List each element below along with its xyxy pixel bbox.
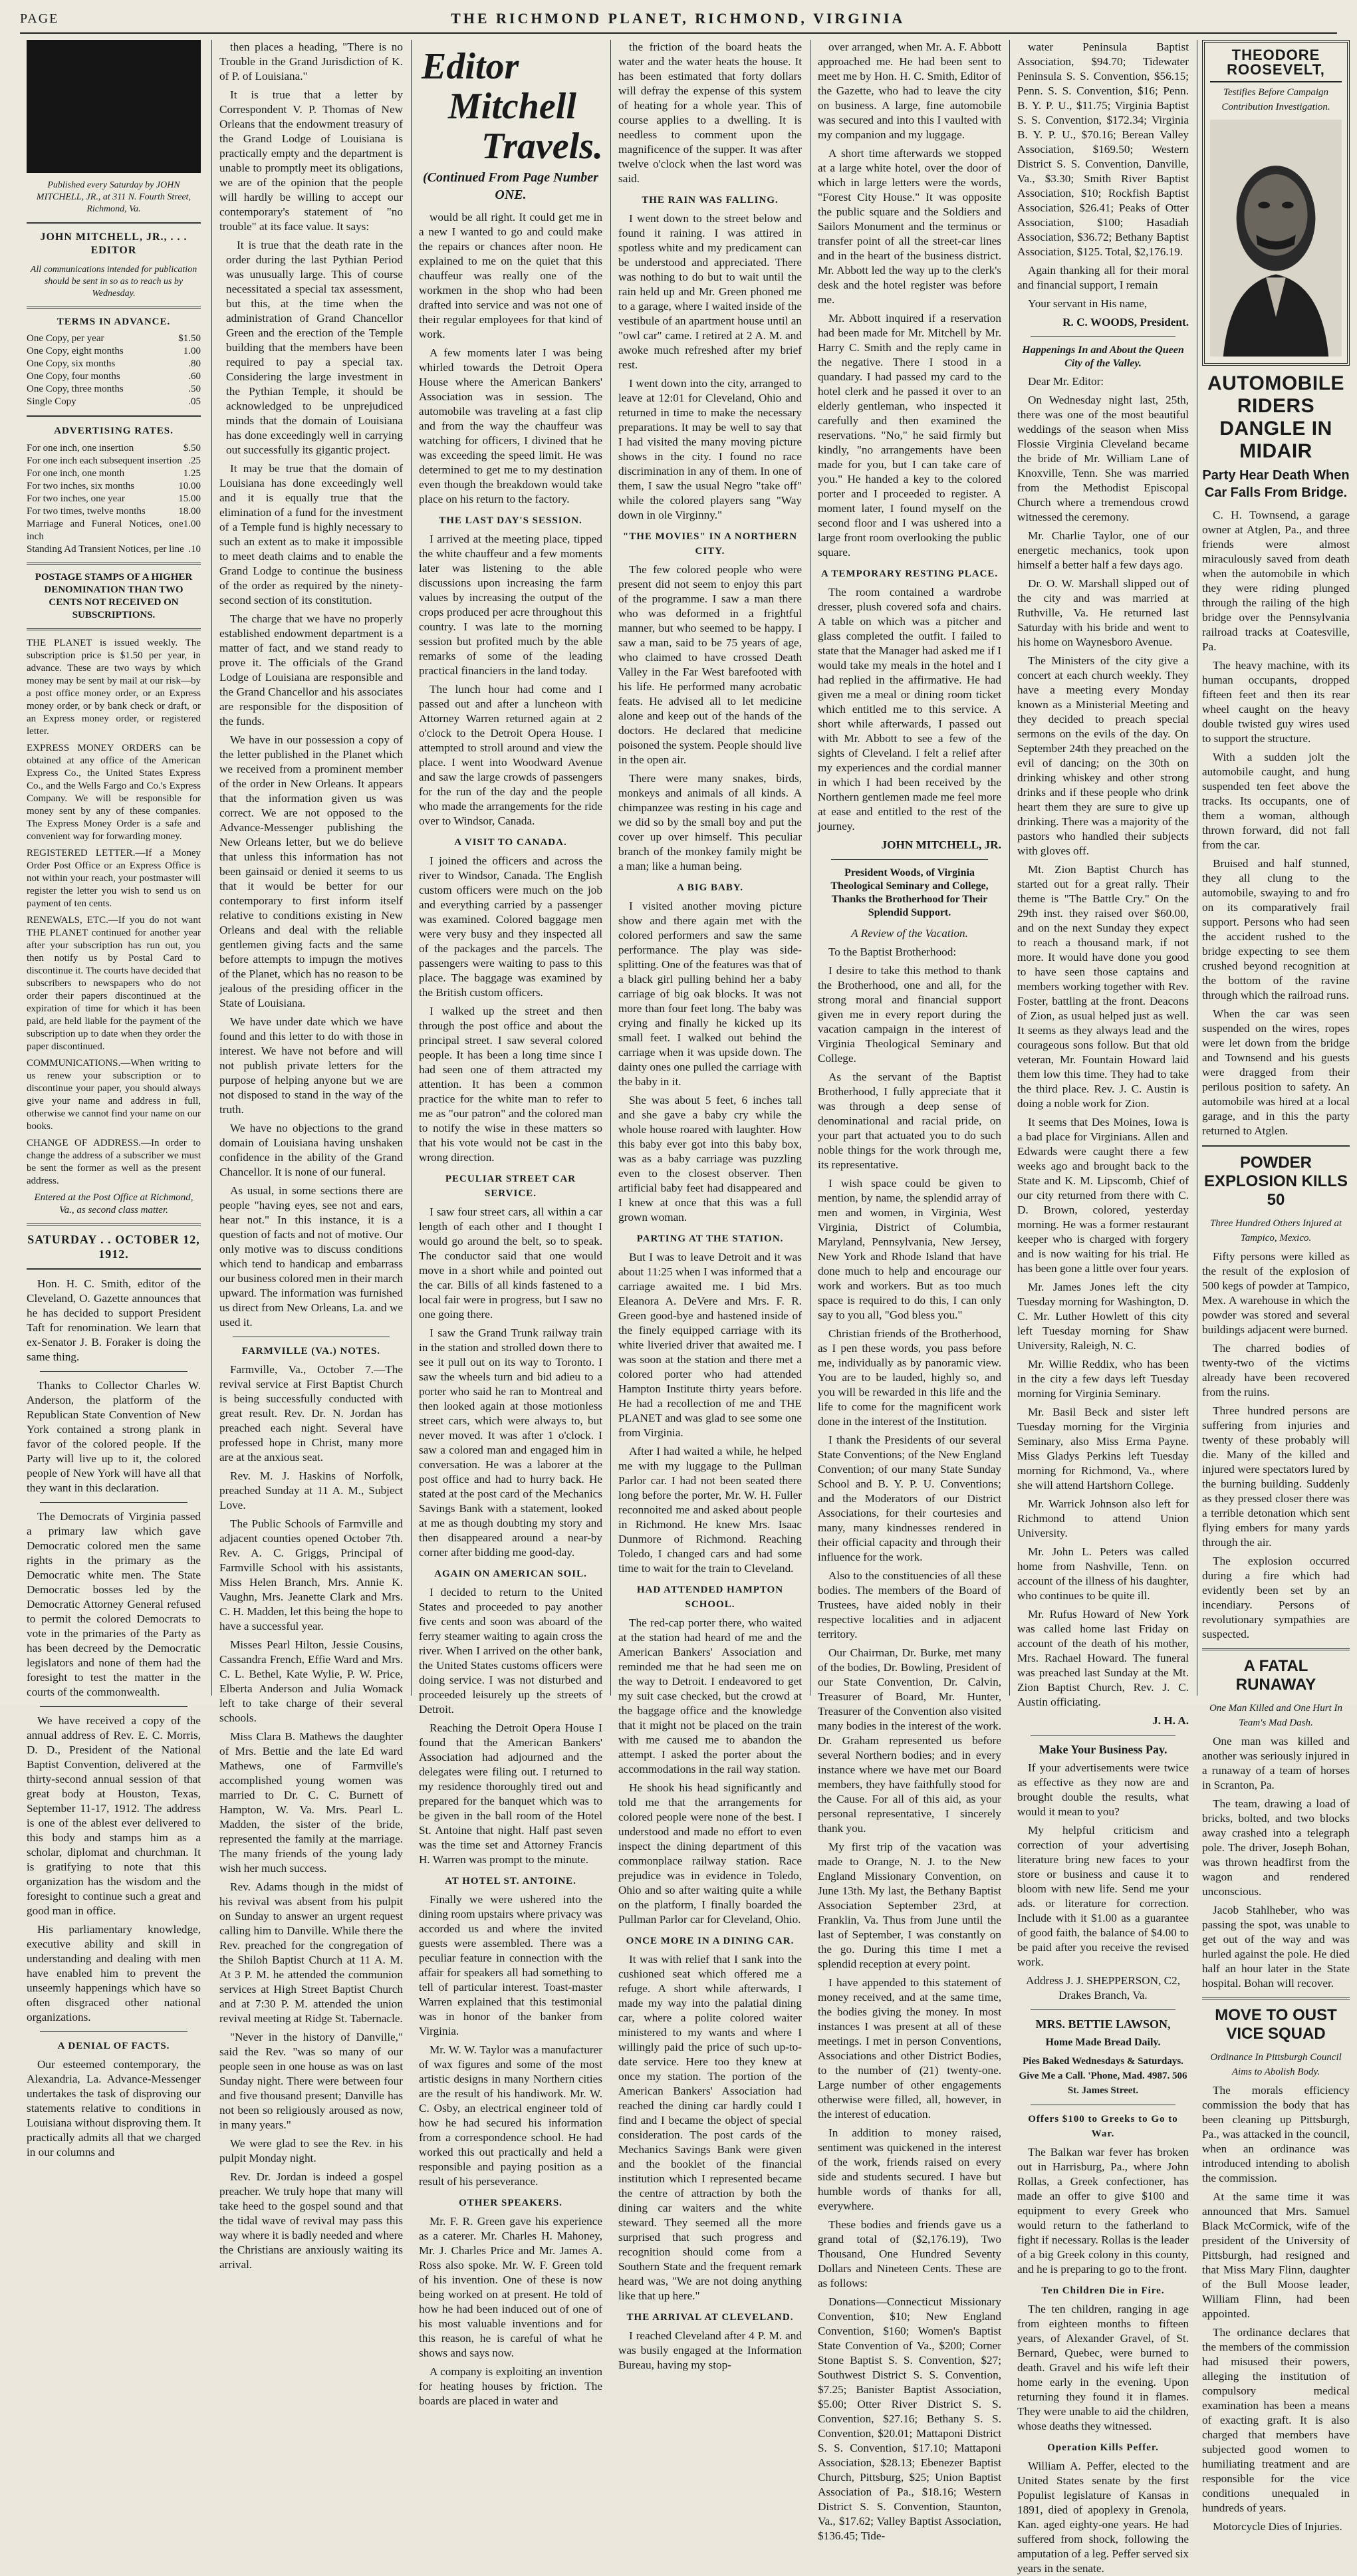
paragraph: I walked up the street and then through the post office and about the principal street. I saw several colored people. It has been a long time since I had seen one of them attracted my attention. It has been a common practice for the white man to refer to me as "our patron" and the colored man to notify the wise in these matters so that his vote would not be cast in the wrong direction. — [419, 1005, 602, 1164]
terms-heading: TERMS IN ADVANCE. — [57, 317, 171, 327]
paragraph: We have in our possession a copy of the letter published in the Planet which we received from a prominent member of the order in New Orleans. It appears that the information given us was correct. We are not opposed to the Advance-Messenger publishing the New Orleans letter, but we do believe that unless this information has not been gainsaid or denied it seems to us that it would be better for our contemporary to first inform itself relative to conditions existing in New Orleans and deal with the reliable gentlemen giving facts and the same before attempts to impugn the motives of the Planet, which has no reason to be jealous of the presiding officer in the State of Louisiana. — [219, 733, 403, 1009]
article-heading: FARMVILLE (VA.) NOTES. — [241, 1346, 381, 1356]
paragraph: I joined the officers and across the river to Windsor, Canada. The English custom officers were much on the job and everything carried by a passenger was examined. Colored baggage men were very busy and they inspected all of the packages and the parcels. The passengers were waiting to pass to this place. The baggage was examined by the British custom officers. — [419, 854, 602, 999]
headline-line: Editor — [422, 46, 519, 87]
rate-value: .60 — [188, 371, 201, 382]
paragraph: But I was to leave Detroit and it was about 11:25 when I was informed that a carriage awaited me. I bid Mrs. Eleanora A. DeVere and Mrs. F. R. Green good-bye and hastened inside of the finely equipped carriage with its white liveried driver that awaited me. I was soon at the station and there met a colored porter who had attended Hampton Institute thirty years before. He had a recollection of me and THE PLANET and was glad to see some one from Virginia. — [618, 1251, 802, 1439]
page-label: PAGE — [20, 11, 59, 26]
rate-label: For two times, twelve months — [27, 506, 146, 517]
paragraph: It may be true that the domain of Louisiana has done exceedingly well and it is equally true that the elimination of a fund for the investment of a Temple fund is highly necessary to such an extent as to make it impossible to meet death claims and to enable the Grand Lodge to continue the business of the order as required by the ninety-second section of its constitution. — [219, 462, 403, 606]
rate-value: $1.50 — [178, 333, 201, 344]
section-heading: THE RAIN WAS FALLING. — [642, 195, 779, 205]
paragraph: The room contained a wardrobe dresser, plush covered sofa and chairs. A table on which was a pitcher and glass completed the outfit. I failed to state that the Manager had asked me if I would take my meals in the hotel and I had replied in the affirmative. He had given me a meal or dining room ticket which entitled me to this service. A short while afterwards, I passed out with Mr. Abbott to see a few of the sights of Cleveland. I felt a relief after my experiences and the cordial manner in which I had been received by the Northern gentlemen made me feel more at ease and entitled to the rest of the journey. — [818, 586, 1001, 833]
rate-row — [27, 332, 201, 345]
subheadline: Party Hear Death When Car Falls From Bridge. — [1202, 468, 1350, 500]
paragraph: Reaching the Detroit Opera House I found that the American Bankers' Association had adjourned and the delegates were filing out. I returned to my residence thoroughly tired out and prepared for the banquet which was to be given in the ball room of the Hotel St. Antoine that night. Half past seven was the time set and Attorney Francis H. Warren was prompt to the minute. — [419, 1722, 602, 1866]
paragraph: Donations—Connecticut Missionary Convention, $10; New England Convention, $160; Women's Baptist State Convention of Va., $200; Corner Stone Baptist S. S. Convention, $27; Southwest District S. S. Convention, $7.25; Banister Baptist Association, $5.00; Otter River District S. S. Convention, $27.16; Bethany S. S. Convention, $20.01; Mattaponi District S. S. Convention, $17.10; Mattaponi Association, $28.13; Ebenezer Baptist Church, Pittsburg, $25; Union Baptist Association of Pa., $18.16; Western District S. S. Convention, Staunton, Va., $17.62; Valley Baptist Association, $136.45; Tide- — [818, 2295, 1001, 2542]
paragraph: The few colored people who were present did not seem to enjoy this part of the programme. I saw a man there who was deformed in a frightful manner, but who seemed to be happy. I saw a man, said to be 75 years of age, who claimed to have crossed Death Valley in the Far West barefooted with his life. He performed many acrobatic feats. He advised all to let medicine alone and keep out of the hands of the doctors. He declared that medicine poisoned the system. People should live in the open air. — [618, 563, 802, 766]
rate-label: One Copy, four months — [27, 371, 120, 382]
article-heading: President Woods, of Virginia Theological Seminary and College, Thanks the Brotherhood for Their Splendid Support. — [830, 867, 989, 918]
paragraph: Mr. Warrick Johnson also left for Richmond to attend Union University. — [1017, 1497, 1189, 1539]
paragraph: I went down to the street below and found it raining. I was attired in spotless white and my predicament can be understood and appreciated. There was nothing to do but to wait until the rain held up and Mr. Green phoned me to a garage, where I waited inside of the vestibule of an apartment house until an "owl car" came. I retired at 2 A. M. and awoke much refreshed after my brief rest. — [618, 212, 802, 371]
paragraph: There were many snakes, birds, monkeys and animals of all kinds. A chimpanzee was resting in his cage and we did so by the small boy and put the cover up over himself. This peculiar branch of the monkey family might be a man; like a human being. — [618, 772, 802, 872]
paragraph: It was with relief that I sank into the cushioned seat which offered me a refuge. A short while afterwards, I made my way into the palatial dining car, where a polite colored waiter ministered to my wants and where I willingly paid the price of such up-to-date service. Here too they knew at once my station. The portion of the American Bankers' Association had reached the dining car hardly could I find and I became the object of special consideration. The post cards of the Mechanics Savings Bank were given and the booklet of the financial institution which I represented became the centre of attraction by both the dining car waiters and the white steward. They seemed all the more surprised that such progress and recognition should come from a Southern State and the frequent remark heard was, "We are not doing anything like that up here." — [618, 1953, 802, 2302]
rate-label: For one inch, one month — [27, 468, 125, 479]
paragraph: We have under date which we have found and this letter to do with those in interest. We have not before and will not publish private letters for the purpose of helping anyone but we are not disposed to stand in the way of the truth. — [219, 1015, 403, 1116]
editor-line: JOHN MITCHELL, JR., . . . EDITOR — [40, 231, 187, 256]
paragraph: As the servant of the Baptist Brotherhood, I fully appreciate that it was through a deep sense of denominational and racial pride, on your part that actuated you to do such noble things for the work through me, its representative. — [818, 1071, 1001, 1171]
paragraph: William A. Peffer, elected to the United States senate by the first Populist legislature of Kansas in 1891, died of apoplexy in Grenola, Kan. aged eighty-one years. He had suffered from shock, following the amputation of a leg. Peffer served six years in the senate. — [1017, 2460, 1189, 2575]
paragraph: over arranged, when Mr. A. F. Abbott approached me. He had been sent to meet me by Hon. H. C. Smith, Editor of the Gazette, who had to leave the city on business. A large, fine automobile was secured and into this I vaulted with my companion and my luggage. — [818, 41, 1001, 141]
entered-notice: Entered at the Post Office at Richmond, Va., as second class matter. — [34, 1192, 193, 1216]
rate-row — [27, 493, 201, 505]
paragraph: Our esteemed contemporary, the Alexandria, La. Advance-Messenger undertakes the task of disproving our statements relative to conditions in Louisiana without disproving them. It practically admits all that we charged in our columns and — [27, 2058, 201, 2158]
article-heading: Happenings In and About the Queen City of the Valley. — [1022, 344, 1184, 369]
section-heading: A TEMPORARY RESTING PLACE. — [820, 569, 999, 579]
rate-row — [27, 358, 201, 370]
paragraph: Mr. F. R. Green gave his experience as a caterer. Mr. Charles H. Mahoney, Mr. J. Charles Price and Mr. James A. Ross also spoke. Mr. W. F. Green told of his invention. One of these is now being worked on at present. He told of how he had been induced out of one of his most valuable inventions and for this reason, he is careful of what he shows and says now. — [419, 2215, 602, 2359]
paragraph: Three hundred persons are suffering from injuries and twenty of these probably will die. Many of the killed and injured were spectators lured by the burning building. Suddenly as they pressed closer there was a terrible detonation which sent flying embers for many yards through the air. — [1202, 1404, 1350, 1549]
column-4 — [618, 40, 802, 2371]
terms-table — [27, 332, 201, 408]
published-line: Published every Saturday by JOHN MITCHELL, JR., at 311 N. Fourth Street, Richmond, Va. — [36, 180, 191, 214]
rate-value: .05 — [188, 396, 201, 407]
rate-label: Marriage and Funeral Notices, one inch — [27, 519, 184, 542]
masthead-image-blackout — [27, 40, 201, 173]
rate-value: .50 — [188, 384, 201, 394]
paragraph: Fifty persons were killed as the result of the explosion of 500 kegs of powder at Tampico, Mex. A warehouse in which the powder was stored and several buildings adjacent were burned. — [1202, 1250, 1350, 1336]
ad-address: Address J. J. SHEPPERSON, C2, Drakes Branch, Va. — [1025, 1974, 1181, 2001]
paragraph: I visited another moving picture show and there again met with the colored performers and saw the same performance. The play was side-splitting. One of the features was that of a black girl pulling behind her a baby carriage of big oak blocks. It was not more than four feet long. The baby was crying and finally he kicked up its small feet. I walked out behind the carriage when it was upside down. The dainty ones one pulled the carriage with the baby in it. — [618, 900, 802, 1088]
ad-heading: MRS. BETTIE LAWSON, — [1035, 2017, 1171, 2031]
article-heading: A DENIAL OF FACTS. — [57, 2041, 170, 2051]
paragraph: We were glad to see the Rev. in his pulpit Monday night. — [219, 2137, 403, 2164]
rate-label: For one inch, one insertion — [27, 443, 134, 453]
paragraph: Mt. Zion Baptist Church has started out for a great rally. Their theme is "The Battle Cry." On the 29th inst. they raised over $60.00, and on the next Sunday they expect to reach a thousand mark, if not more. It would have done you good to have seen those captains and members working together with Rev. Foster, battling at the front. Deacons of Zion, as usual helped just as well. It seems as they always lead and the courageous sons follow. But that old veteran, Mr. Fountain Howard laid them low this time. They had to take the third place. Rev. J. C. Austin is doing a noble work for Zion. — [1017, 863, 1189, 1110]
paragraph: Mr. Charlie Taylor, one of our energetic mechanics, took upon himself a better half a few days ago. — [1017, 529, 1189, 571]
rate-value: 1.00 — [183, 346, 201, 356]
paragraph: Finally we were ushered into the dining room upstairs where privacy was accorded us and where the invited guests were assembled. There was a peculiar feature in connection with the affair for speakers all had something to tell of particular interest. Toast-master Warren explained that this testimonial was in honor of the banker from Virginia. — [419, 1893, 602, 2037]
paragraph: She was about 5 feet, 6 inches tall and she gave a baby cry while the whole house roared with laughter. How this baby ever got into this baby box, was as a baby carriage was puzzling even to the closest observer. Then artificial baby feet had disappeared and I knew at once that this was a full grown woman. — [618, 1094, 802, 1224]
paragraph: It is true that the death rate in the order during the last Pythian Period was unusually large. This of course necessitated a special tax assessment, but this, at the time when the administration of Grand Chancellor Green and the erection of the Temple building that the members have been required to pay a special tax. Considering the large investment in the Pythian Temple, it should be acknowledged to be unprejudiced minds that the domain of Louisiana has done exceedingly well in carrying out successfully its gigantic project. — [226, 239, 403, 456]
rate-row — [27, 383, 201, 396]
paragraph: The Public Schools of Farmville and adjacent counties opened October 7th. Rev. A. C. Griggs, Principal of Farmville School with his assistants, Miss Helen Branch, Mrs. Annie K. Vaughn, Mrs. Jeanette Clark and Mrs. C. H. Madden, let this being the hope to have a successful year. — [219, 1517, 403, 1632]
rate-value: .25 — [188, 455, 201, 466]
paragraph: water Peninsula Baptist Association, $94.70; Tidewater Peninsula S. S. Convention, $56.15; Penn. S. S. Convention, $16; Penn. B. Y. P. U., $11.75; Virginia Baptist S. S. Convention, $172.34; Virginia B. Y. P. U., $70.16; Berean Valley Association, $169.50; Western District S. S. Convention, Danville, Va., $3.30; Smith River Baptist Association, $10; Rockfish Baptist Association, $26.41; Peaks of Otter Association, $100; Hasadiah Association, $36.72; Bethany Baptist Association, $125. Total, $2,176.19. — [1017, 41, 1189, 258]
paragraph: The red-cap porter there, who waited at the station had heard of me and the American Bankers' Association and reminded me that he had seen me on the way to Detroit. I endeavored to get my suit case checked, but the crowd at the baggage office and the knowledge that it might not be placed on the train with me caused me to abandon the attempt. I asked the porter about the accommodations in the rail way station. — [618, 1616, 802, 1775]
paragraph: I saw four street cars, all within a car length of each other and I thought I would go around the belt, so to speak. The conductor said that one would move in a short while and pointed out the car. Bills of all kinds fastened to a local fair were in progress, but I saw no one going there. — [419, 1206, 602, 1321]
section-heading: "THE MOVIES" IN A NORTHERN CITY. — [622, 531, 798, 557]
paragraph: Mr. Basil Beck and sister left Tuesday morning for the Virginia Seminary, also Miss Erma Payne. Miss Gladys Perkins left Tuesday morning for Richmond, Va., where she will attend Hartshorn College. — [1017, 1406, 1189, 1491]
headline-line: Travels. — [481, 126, 603, 167]
paragraph: I reached Cleveland after 4 P. M. and was busily engaged at the Information Bureau, having my stop- — [618, 2329, 802, 2371]
paragraph: With a sudden jolt the automobile caught, and hung suspended ten feet above the tracks. Its occupants, one of them a woman, although thrown forward, did not fall from the car. — [1202, 751, 1350, 851]
column-rule — [411, 40, 412, 1696]
postage-notice: POSTAGE STAMPS OF A HIGHER DENOMINATION THAN TWO CENTS NOT RECEIVED ON SUBSCRIPTIONS. — [35, 572, 193, 620]
paragraph: I thank the Presidents of our several State Conventions; of the New England Convention; of our many State Sunday School and B. Y. P. U. Conventions; and the Moderators of our District Associations, for their courtesies and many, many kindnesses rendered in their official capacity and through their influence for the work. — [818, 1434, 1001, 1563]
column-rule — [610, 40, 611, 1696]
rate-row — [27, 345, 201, 358]
rate-row — [27, 442, 201, 455]
section-heading: HAD ATTENDED HAMPTON SCHOOL. — [636, 1585, 784, 1610]
column-7 — [1202, 40, 1350, 2533]
article-heading: Operation Kills Peffer. — [1047, 2442, 1159, 2453]
paragraph: Dr. O. W. Marshall slipped out of the city and was married at Ruthville, Va. He returned last Saturday with his bride and went to his home on Waynesboro Avenue. — [1017, 577, 1189, 648]
paragraph: I went down into the city, arranged to leave at 12:01 for Cleveland, Ohio and returned in time to make the necessary preparations. It may be well to say that I had visited the many moving picture shows in the city. I found no race discrimination in any of them. In one of them, I saw the usual Negro "take off" while the colored players sang "Way down in ole Virginny." — [618, 377, 802, 521]
article-subheading: A Review of the Vacation. — [851, 927, 968, 940]
section-heading: AGAIN ON AMERICAN SOIL. — [434, 1569, 587, 1579]
paragraph: Our Chairman, Dr. Burke, met many of the bodies, Dr. Bowling, President of our State Convention, Dr. Calvin, Treasurer of Board, Mr. Hunter, Treasurer of the Convention also visited many bodies in the interest of the work. Dr. Graham represented us before several Northern bodies; and in every instance where we have met our Board members, they have faithfully stood for the Cause. For all of this aid, as your personal representative, I sincerely thank you. — [818, 1646, 1001, 1835]
paragraph: Hon. H. C. Smith, editor of the Cleveland, O. Gazette announces that he has decided to support President Taft for renomination. We learn that ex-Senator J. B. Foraker is doing the same thing. — [27, 1277, 201, 1363]
headline: POWDER EXPLOSION KILLS 50 — [1203, 1154, 1348, 1209]
headline: AUTOMOBILE RIDERS DANGLE IN MIDAIR — [1207, 372, 1345, 462]
column-6 — [1017, 40, 1189, 2575]
portrait-engraving-icon — [1210, 118, 1342, 358]
paragraph: Your servant in His name, — [1028, 297, 1148, 310]
headline: MOVE TO OUST VICE SQUAD — [1215, 2006, 1337, 2043]
paragraph: Rev. Dr. Jordan is indeed a gospel preacher. We truly hope that many will take heed to the gospel sound and that the tidal wave of revival may pass this way where it is badly needed and where the Christians are anxiously waiting its arrival. — [219, 2170, 403, 2271]
paragraph: Dear Mr. Editor: — [1028, 375, 1104, 388]
rate-label: One Copy, six months — [27, 358, 116, 369]
paper-title: THE RICHMOND PLANET, RICHMOND, VIRGINIA — [451, 10, 906, 27]
section-heading: THE LAST DAY'S SESSION. — [439, 515, 582, 526]
paragraph: In addition to money raised, sentiment was quickened in the interest of the work, friends raised on every side and students secured. I have but humble words of thanks for all, everywhere. — [818, 2126, 1001, 2212]
paragraph: As usual, in some sections there are people "having eyes, see not and ears, hear not." In this instance, it is a question of facts and not of motive. Our only motive was to discuss conditions which tend to handicap and embarrass our business colored men in their march upward. The information was furnished us direct from New Orleans, La. and we used it. — [219, 1184, 403, 1329]
rate-label: Standing Ad Transient Notices, per line — [27, 544, 184, 555]
money-order-notice: EXPRESS MONEY ORDERS can be obtained at any office of the American Express Co., the United States Express Co., and the Wells Fargo and Co.'s Express Company. We will be responsible for money sent by any of these companies. The Express Money Order is a safe and convenient way for forwarding money. — [27, 743, 201, 842]
paragraph: He shook his head significantly and told me that the arrangements for colored people were none of the best. I understood and made no effort to even inspect the dining department of this commonplace railway station. Race prejudice was in evidence in Toledo, Ohio and so after waiting quite a while on the platform, I finally boarded the Pullman Parlor car for Cleveland, Ohio. — [618, 1781, 802, 1926]
paragraph: Thanks to Collector Charles W. Anderson, the platform of the Republican State Convention of New York contained a strong plank in favor of the colored people. If the Party will live up to it, the colored people of New York will have all that they want in this declaration. — [27, 1379, 201, 1494]
paragraph: Christian friends of the Brotherhood, as I pen these words, you pass before me, individually as by panoramic view. You are to be lauded, highly so, and you will be rewarded in this life and the life to come for the magnificent work done in the interest of the Institution. — [818, 1327, 1001, 1428]
paragraph: On Wednesday night last, 25th, there was one of the most beautiful weddings of the season when Miss Flossie Virginia Cleveland became the bride of Mr. William Lane of Knoxville, Tenn. She was married from the Methodist Episcopal Church where a tremendous crowd witnessed the ceremony. — [1017, 394, 1189, 523]
paragraph: Mr. James Jones left the city Tuesday morning for Washington, D. C. Mr. Luther Howlett of this city left Tuesday morning for Shaw University, Raleigh, N. C. — [1017, 1281, 1189, 1352]
ad-subheading: Home Made Bread Daily. — [1045, 2037, 1161, 2048]
paragraph: To the Baptist Brotherhood: — [828, 946, 957, 958]
advertising-table — [27, 442, 201, 556]
subheadline: Ordinance In Pittsburgh Council Aims to Abolish Body. — [1210, 2052, 1342, 2077]
section-heading: A VISIT TO CANADA. — [454, 837, 567, 848]
communications-notice: All communications intended for publication should be sent in so as to reach us by Wednesday. — [30, 265, 197, 299]
paragraph: We have received a copy of the annual address of Rev. E. C. Morris, D. D., President of the National Baptist Convention, delivered at the thirty-second annual session of that great body at Houston, Texas, September 11-17, 1912. The address is one of the ablest ever delivered to this body and stamps him as a scholar, diplomat and churchman. It is gratifying to note that this organization has the wisdom and the foresight to continue such a great and good man in office. — [27, 1714, 201, 1917]
publisher-block — [27, 180, 201, 328]
paragraph: Again thanking all for their moral and financial support, I remain — [1017, 264, 1189, 291]
issue-date: SATURDAY . . OCTOBER 12, 1912. — [27, 1233, 200, 1261]
paragraph: then places a heading, "There is no Trouble in the Grand Jurisdiction of K. of P. of Louisiana." — [219, 41, 403, 82]
continued-note: (Continued From Page Number ONE. — [423, 170, 598, 202]
rate-label: Single Copy — [27, 396, 76, 407]
rate-row — [27, 505, 201, 518]
paragraph: Bruised and half stunned, they all clung to the automobile, swaying to and fro on its comparatively frail support. Persons who had seen the accident rushed to the bridge expecting to see them crushed beyond recognition at the bottom of the ravine through which the railroad runs. — [1202, 857, 1350, 1001]
rate-row — [27, 370, 201, 383]
portrait-box — [1202, 40, 1350, 366]
column-rule — [211, 40, 212, 1696]
column-rule — [1009, 40, 1010, 1696]
paragraph: Mr. W. W. Taylor was a manufacturer of wax figures and some of the most artistic designs in many Northern cities are the result of his handiwork. Mr. W. C. Osby, an electrical engineer told of how he had secured his information from a correspondence school. He had worked this out practically and held a responsible and paying position as a result of his perseverance. — [419, 2043, 602, 2188]
paragraph: Jacob Stahlheber, who was passing the spot, was unable to get out of the way and was hurled against the pole. He died half an hour later in the State hospital. Bohan will recover. — [1202, 1904, 1350, 1990]
paragraph: The Democrats of Virginia passed a primary law which gave Democratic colored men the same rights in the primary as the Democratic white men. The State Democratic bosses led by the Democratic Attorney General refused to permit the colored Democrats to vote in the primaries of the Party as has been decreed by the Democratic legislators and none of them had the foresight to test the matter in the courts of the commonwealth. — [27, 1510, 201, 1698]
paragraph: It seems that Des Moines, Iowa is a bad place for Virginians. Allen and Edwards were caught there a few weeks ago and brought back to the State and K. M. Lipscomb, Chief of our city returned from there with C. D. Brown, colored, yesterday morning. He was a former restaurant keeper who is charged with forgery and is now waiting for his trial. He has been gone a little over four years. — [1017, 1116, 1189, 1275]
paragraph: I decided to return to the United States and proceeded to pay another five cents and soon was aboard of the ferry steamer waiting to again cross the river. When I arrived on the other bank, the United States customs officers were doing service. I was not disturbed and proceeded leisurely up the streets of Detroit. — [419, 1586, 602, 1716]
rate-value: $.50 — [183, 443, 201, 453]
paragraph: A short time afterwards we stopped at a large white hotel, over the door of which in large letters were the words, "Forest City House." It was opposite the public square and the Soldiers and Sailors Monument and the terminus or transfer point of all the street-car lines and in the heart of the business district. Mr. Abbott led the way up to the clerk's desk and the hotel register was before me. — [818, 147, 1001, 306]
paragraph: A company is exploiting an invention for heating houses by friction. The boards are placed in water and — [419, 2365, 602, 2407]
rate-label: One Copy, eight months — [27, 346, 124, 356]
paragraph: The heavy machine, with its human occupants, dropped fifteen feet and then its rear wheel caught on the heavy double twisted guy wires used to support the structure. — [1202, 659, 1350, 745]
paragraph: would be all right. It could get me in a new I wanted to go and could make the repairs or chances after noon. He explained to me on the quiet that this chauffeur was really one of the workmen in the shop who had been drafted into service and was not one of their regular employees for that kind of work. — [419, 211, 602, 340]
paragraph: His parliamentary knowledge, executive ability and skill in understanding and dealing with men have enabled him to prevent the unseemly happenings which have so often disgraced other national organizations. — [27, 1923, 201, 2023]
rate-label: One Copy, per year — [27, 333, 104, 344]
rate-value: 1.25 — [183, 468, 201, 479]
paragraph: Mr. Abbott inquired if a reservation had been made for Mr. Mitchell by Mr. Harry C. Smith and the reply came in the negative. There I stood in a quandary. I had passed my card to the hotel clerk and he passed it over to an elderly gentleman, who inspected it carefully and then examined the reservations. "No," he said firmly but kindly, "no arrangements have been made for you, but I can take care of you." He handed a key to the colored porter and I proceeded to register. A moment later, I found myself on the second floor and I was ushered into a large front room overlooking the public square. — [818, 312, 1001, 559]
paragraph: Farmville, Va., October 7.—The revival service at First Baptist Church is being successfully conducted with great result. Rev. Dr. N. Jordan has preached each night. Several have professed hope in Christ, many more are at the anxious seat. — [219, 1363, 403, 1464]
section-heading: PECULIAR STREET CAR SERVICE. — [445, 1174, 576, 1199]
paragraph: Mr. Rufus Howard of New York was called home last Friday on account of the death of his mother, Mrs. Rachael Howard. The funeral was preached last Sunday at the Mt. Zion Baptist Church, Rev. J. C. Austin officiating. — [1017, 1608, 1189, 1708]
rate-value: 10.00 — [178, 481, 201, 491]
rate-value: .80 — [188, 358, 201, 369]
rate-value: .10 — [188, 544, 201, 555]
paragraph: Misses Pearl Hilton, Jessie Cousins, Cassandra French, Effie Ward and Mrs. C. L. Bethel, Kate Wylie, P. W. Price, Elberta Anderson and Julia Womack left to take charge of their several schools. — [219, 1638, 403, 1724]
paragraph: We have no objections to the grand domain of Louisiana having unshaken confidence in the ability of the Grand Chancellor. It is none of our funeral. — [219, 1122, 403, 1178]
rate-value: 15.00 — [178, 493, 201, 504]
paragraph: Rev. Adams though in the midst of his revival was absent from his pulpit on Sunday to answer an urgent request calling him to Danville. While there the Rev. preached for the congregation of the Shiloh Baptist Church at 11 A. M. At 3 P. M. he attended the communion services at High Street Baptist Church and at 7:30 P. M. attended the union revival meeting at Ridge St. Tabernacle. — [219, 1880, 403, 2025]
rate-value: 18.00 — [178, 506, 201, 517]
signature: JOHN MITCHELL, JR. — [881, 838, 1001, 851]
rate-row — [27, 455, 201, 467]
column-2 — [219, 40, 403, 2271]
paragraph: "Never in the history of Danville," said the Rev. "was so many of our people seen in one house as was on last Sunday night. There were between four and five thousand present; Danville has not been so religiously aroused as now, in many years." — [219, 2031, 403, 2131]
rate-label: For one inch each subsequent insertion — [27, 455, 182, 466]
signature: R. C. WOODS, President. — [1062, 316, 1189, 328]
paragraph: Mr. John L. Peters was called home from Nashville, Tenn. on account of the illness of his daughter, who continues to be quite ill. — [1017, 1545, 1189, 1602]
portrait-caption: Testifies Before Campaign Contribution Investigation. — [1221, 87, 1330, 112]
paragraph: I desire to take this method to thank the Brotherhood, one and all, for the strong moral and financial support given me in every report during the vacation campaign in the interest of Virginia Theological Seminary and College. — [818, 964, 1001, 1065]
paragraph: The ten children, ranging in age from eighteen months to fifteen years, of Alexander Gravel, of St. Bernard, Quebec, were burned to death. Gravel and his wife left their home early in the evening. Upon returning they found it in flames. They were unable to aid the children, whose deaths they witnessed. — [1017, 2303, 1189, 2432]
rate-label: For two inches, one year — [27, 493, 125, 504]
paragraph: I wish space could be given to mention, by name, the splendid array of men and women, in Virginia, West Virginia, District of Columbia, Maryland, Pennsylvania, New Jersey, New York and Rhode Island that have done much to help and encourage our work and workers. But as too much space is required to do this, I can only say to you all, "God bless you." — [818, 1177, 1001, 1321]
paragraph: Miss Clara B. Mathews the daughter of Mrs. Bettie and the late Ed ward Mathews, one of Farmville's accomplished young women was married to Dr. C. C. Burnett of Hampton, W. Va. Mrs. Pearl L. Madden, the sister of the bride, represented the family at the marriage. The many friends of the young lady wish her much success. — [219, 1730, 403, 1874]
column-5 — [818, 40, 1001, 2542]
planet-notice: THE PLANET is issued weekly. The subscription price is $1.50 per year, in advance. These are two ways by which money may be sent by mail at our risk—by a post office money order, or an Express money order, or by bank check or draft, or an Express money order, or registered letter. — [27, 638, 201, 737]
paragraph: Mr. Willie Reddix, who has been in the city a few days left Tuesday morning for Virginia Seminary. — [1017, 1358, 1189, 1400]
paragraph: If your advertisements were twice as effective as they now are and brought double the results, what would it mean to you? — [1017, 1761, 1189, 1818]
registered-notice: REGISTERED LETTER.—If a Money Order Post Office or an Express Office is not within your reach, your postmaster will register the letter you wish to send us on payment of ten cents. — [27, 848, 201, 909]
renewals-notice: RENEWALS, ETC.—If you do not want THE PLANET continued for another year after your subscription has run out, you then notify us by Postal Card to discontinue it. The courts have decided that subscribers to newspapers who do not order their papers discontinued at the expiration of time for which it has been paid, are held liable for the payment of the subscription up to date when they order the paper discontinued. — [27, 915, 201, 1052]
paragraph: My first trip of the vacation was made to Orange, N. J. to the New England Missionary Convention, on June 13th. My last, the Bethany Baptist Association September 23rd, at Franklin, Va. Thus from June until the last of September, I was constantly on the go. During this time I met a splendid reception at every point. — [818, 1841, 1001, 1970]
paragraph: the friction of the board heats the water and the water heats the house. It has been estimated that forty dollars will defray the expense of this system of heating for a whole year. This of course applies to a dwelling. It is needless to comment upon the magnificence of the supper. It was after twelve o'clock when the last word was said. — [618, 41, 802, 185]
paragraph: The charge that we have no properly established endowment department is a matter of fact, and we stand ready to prove it. The officials of the Grand Lodge of Louisiana are responsible and the Grand Chancellor and his associates are responsible for the disposition of the funds. — [219, 612, 403, 727]
column-3 — [419, 40, 603, 2407]
rate-value: 1.00 — [183, 519, 201, 529]
rate-row — [27, 518, 201, 543]
rate-label: One Copy, three months — [27, 384, 124, 394]
section-heading: A BIG BABY. — [676, 882, 744, 893]
rate-label: For two inches, six months — [27, 481, 135, 491]
paragraph: At the same time it was announced that Mrs. Samuel Black McCormick, wife of the president of the University of Pittsburgh, had resigned and that Miss Mary Flinn, daughter of the Bull Moose leader, William Flinn, had been appointed. — [1202, 2190, 1350, 2320]
paragraph: The team, drawing a load of bricks, bolted, and two blocks away crashed into a telegraph pole. The driver, Joseph Bohan, was thrown headfirst from the wagon and rendered unconscious. — [1202, 1797, 1350, 1898]
section-heading: AT HOTEL ST. ANTOINE. — [445, 1876, 576, 1886]
subheadline: Three Hundred Others Injured at Tampico, Mexico. — [1209, 1218, 1342, 1243]
paragraph: I arrived at the meeting place, tipped the white chauffeur and a few moments later was listening to the able discussions upon increasing the farm values by increasing the output of the crops produced per acre throughout this country. I was late to the morning session but profited much by the able remarks of some of the leading practical financiers in the land today. — [419, 533, 602, 677]
paragraph: The Ministers of the city give a concert at each church weekly. They have a meeting every Monday known as a Ministerial Meeting and they decided to preach special sermons on the evils of the day. On September 24th they preached on the evil of dancing; on the 30th on drinking whiskey and other strong drinks and if these people who drink heart them they are sure to give up drinking. There was a majority of the pastors who handled their subjects with gloves off. — [1017, 654, 1189, 857]
headline: A FATAL RUNAWAY — [1235, 1657, 1316, 1694]
paragraph: Also to the constituencies of all these bodies. The members of the Board of Trustees, have aided nobly in their respective localities and in adjacent territory. — [818, 1569, 1001, 1640]
section-heading: PARTING AT THE STATION. — [636, 1233, 784, 1244]
rate-row — [27, 396, 201, 408]
rate-row — [27, 467, 201, 480]
paragraph: C. H. Townsend, a garage owner at Atglen, Pa., and three friends were almost miraculously saved from death when the automobile in which they were riding plunged through the railing of the high bridge over the Pennsylvania railroad tracks at Coatesville, Pa. — [1202, 509, 1350, 653]
paragraph: Motorcycle Dies of Injuries. — [1213, 2520, 1342, 2533]
paragraph: One man was killed and another was seriously injured in a runaway of a team of horses in Scranton, Pa. — [1202, 1735, 1350, 1791]
portrait-title: THEODORE ROOSEVELT, — [1210, 48, 1342, 82]
paragraph: The charred bodies of twenty-two of the victims already have been recovered from the ruins. — [1202, 1342, 1350, 1398]
paragraph: Rev. M. J. Haskins of Norfolk, preached Sunday at 11 A. M., Subject Love. — [219, 1470, 403, 1511]
article-heading: Offers $100 to Greeks to Go to War. — [1028, 2114, 1178, 2139]
rate-row — [27, 543, 201, 556]
headline-line: Mitchell — [448, 86, 576, 127]
advertising-heading: ADVERTISING RATES. — [54, 426, 174, 436]
paragraph: After I had waited a while, he helped me with my luggage to the Pullman Parlor car. I had not been seated there long before the porter, Mr. W. H. Fuller reconnoited me and asked about people in Richmond. He knew Mrs. Isaac Dunmore of Richmond. Reaching Toledo, I changed cars and had some time to wait for the train to Cleveland. — [618, 1445, 802, 1575]
paragraph: When the car was seen suspended on the wires, ropes were let down from the bridge and Townsend and his guests were dragged from their perilous position to safety. An automobile was hired at a local garage, and in this the party returned to Atglen. — [1202, 1007, 1350, 1137]
communications-detail: COMMUNICATIONS.—When writing to us renew your subscription or to discontinue your paper, you should always give your name and address in full, otherwise we cannot find your name on our books. — [27, 1058, 201, 1132]
change-of-address: CHANGE OF ADDRESS.—In order to change the address of a subscriber we must be sent the former as well as the present address. — [27, 1138, 201, 1186]
paragraph: These bodies and friends gave us a grand total of ($2,176.19), Two Thousand, One Hundred Seventy Dollars and Nineteen Cents. These are as follows: — [818, 2218, 1001, 2289]
paragraph: The ordinance declares that the members of the commission had misused their powers, alleging the institution of compulsory medical examination has been a means of exacting graft. It is also charged that members have subjected good women to humiliating treatment and are responsible for the vice conditions unequaled in hundreds of years. — [1202, 2326, 1350, 2514]
section-heading: THE ARRIVAL AT CLEVELAND. — [626, 2312, 794, 2323]
section-heading: ONCE MORE IN A DINING CAR. — [626, 1936, 795, 1946]
signature: J. H. A. — [1152, 1714, 1189, 1727]
ad-heading: Make Your Business Pay. — [1039, 1743, 1168, 1756]
paragraph: The explosion occurred during a fire which had evidently been set by an incendiary. Persons of revolutionary sympathies are suspected. — [1202, 1555, 1350, 1640]
article-heading: Ten Children Die in Fire. — [1041, 2285, 1165, 2296]
paragraph: The lunch hour had come and I passed out and after a luncheon with Attorney Warren returned again at 2 o'clock to the Detroit Opera House. I attempted to stroll around and view the place. I went into Woodward Avenue and saw the large crowds of passengers for the run of the day and the people who made the arrangements for the ride over to Windsor, Canada. — [419, 683, 602, 827]
section-heading: OTHER SPEAKERS. — [459, 2198, 562, 2208]
paragraph: A few moments later I was being whirled towards the Detroit Opera House where the American Bankers' Association was in session. The automobile was traveling at a fast clip and from the way the chauffeur was watching for officers, I divined that he was exceeding the speed limit. He was determined to get me to my destination even though the breakdown would take place on his return to the factory. — [419, 346, 602, 505]
headline-editor-mitchell-travels — [422, 47, 602, 166]
paragraph: The morals efficiency commission the body that has been cleaning up Pittsburgh, Pa., was attacked in the council, when an ordinance was introduced intending to abolish the commission. — [1202, 2084, 1350, 2184]
paragraph: It is true that a letter by Correspondent V. P. Thomas of New Orleans that the endowment treasury of the Grand Lodge of Louisiana is practically empty and the department is unable to promptly meet its obligations, we are of the opinion that the people will hardly be willing to accept our contemporary's statement of "no trouble" at its face value. It says: — [219, 88, 403, 233]
rate-row — [27, 480, 201, 493]
column-1 — [27, 40, 201, 2158]
subheadline: One Man Killed and One Hurt In Team's Mad Dash. — [1209, 1703, 1342, 1728]
paragraph: My helpful criticism and correction of your advertising literature bring new faces to your store or business and cause it to bloom with new life. Send me your ads. or literature for correction. Include with it $1.00 as a guarantee of good faith, the balance of $4.00 to be paid after you receive the revised work. — [1017, 1824, 1189, 1968]
masthead — [20, 5, 1337, 34]
paragraph: I saw the Grand Trunk railway train in the station and strolled down there to see it pull out on its way to Toronto. I saw the wheels turn and bid adieu to a porter who said he ran to Montreal and then looked again at those motionless street cars, which were always to, but never moved. It was after 1 o'clock. I saw a colored man and engaged him in conversation. He was a laborer at the post office and had to hurry back. He stated at the post card of the Mechanics Savings Bank with a statement, looked at me as though doubting my story and then disappeared around a near-by corner after bidding me good-day. — [419, 1327, 602, 1559]
paragraph: The Balkan war fever has broken out in Harrisburg, Pa., where John Rollas, a Greek confectioner, has made an offer to give $100 and equipment to every Greek who would return to the fatherland to fight if necessary. Rollas is the leader of a big Greek colony in this county, and he is preparing to go to the front. — [1017, 2146, 1189, 2275]
ad-text: Pies Baked Wednesdays & Saturdays. Give Me a Call. 'Phone, Mad. 4987. 506 St. James Street. — [1019, 2056, 1187, 2096]
paragraph: I have appended to this statement of money received, and at the same time, the bodies giving the money. In most instances I was present at all of these meetings. I met in person Conventions, Associations and other District Bodies, to the number of (21) twenty-one. Large number of other engagements otherwise were filled, all, however, in the interest of education. — [818, 1976, 1001, 2121]
